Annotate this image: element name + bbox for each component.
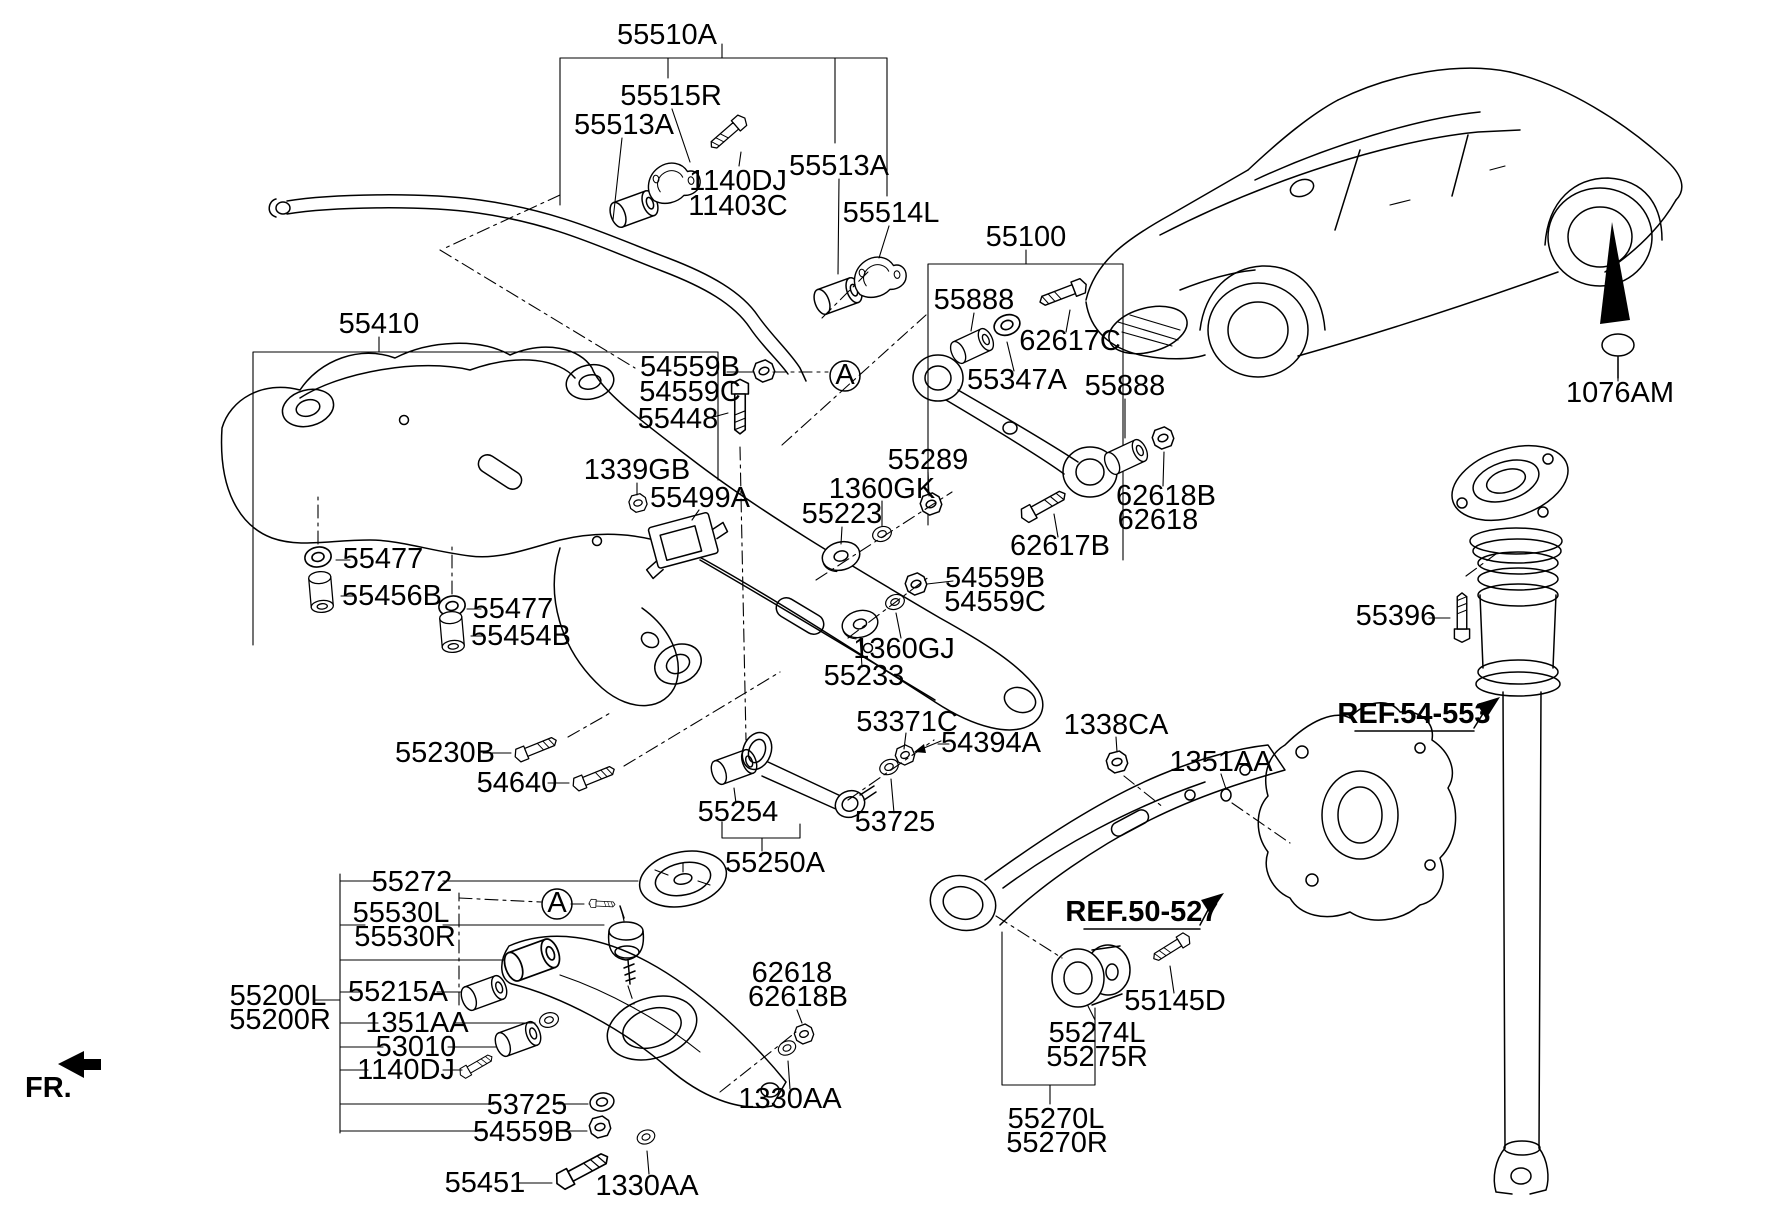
part-label-55514l-6: 55514L xyxy=(842,197,940,229)
part-label-55272-50: 55272 xyxy=(371,866,453,898)
part-label-1351aa-56: 1351AA xyxy=(365,1007,469,1039)
part-label-55510a-0: 55510A xyxy=(617,19,717,51)
part-label-54559b-24: 54559B xyxy=(945,562,1045,594)
part-label-55396-47: 55396 xyxy=(1355,600,1437,632)
part-label-1339gb-19: 1339GB xyxy=(583,454,691,486)
part-label-ref50527-41: REF.50-527 xyxy=(1065,896,1219,928)
ball-joint-55530 xyxy=(609,906,644,984)
part-label-54640-33: 54640 xyxy=(476,767,558,799)
part-label-55347a-10: 55347A xyxy=(967,364,1067,396)
part-label-55270r-46: 55270R xyxy=(1006,1127,1108,1159)
part-label-62618-13: 62618 xyxy=(1117,504,1199,536)
car-illustration xyxy=(1086,68,1682,378)
part-label-55254-36: 55254 xyxy=(697,796,779,828)
part-label-55230b-32: 55230B xyxy=(395,737,495,769)
part-label-53725-37: 53725 xyxy=(854,806,936,838)
part-label-54394a-35: 54394A xyxy=(941,727,1041,759)
part-label-55410-15: 55410 xyxy=(338,308,420,340)
part-label-1330aa-62: 1330AA xyxy=(595,1170,699,1202)
part-label-55200l-53: 55200L xyxy=(229,980,327,1012)
part-label-54559c-25: 54559C xyxy=(944,586,1046,618)
shock-absorber xyxy=(1355,359,1618,1194)
fr-label: FR. xyxy=(25,1072,72,1104)
part-label-55888-11: 55888 xyxy=(1084,370,1166,402)
part-label-55448-18: 55448 xyxy=(637,403,719,435)
part-label-55515r-1: 55515R xyxy=(620,80,722,112)
part-label-1360gj-26: 1360GJ xyxy=(853,633,955,665)
part-label-55477-30: 55477 xyxy=(472,593,554,625)
part-label-62617b-14: 62617B xyxy=(1010,530,1110,562)
part-label-62617c-9: 62617C xyxy=(1019,325,1121,357)
part-label-62618b-12: 62618B xyxy=(1116,480,1216,512)
part-label-1351aa-40: 1351AA xyxy=(1169,746,1273,778)
part-label-55530l-51: 55530L xyxy=(352,897,450,929)
part-label-55270l-45: 55270L xyxy=(1007,1103,1105,1135)
fr-indicator xyxy=(25,1051,101,1104)
callout-label-a-66: A xyxy=(835,359,855,391)
part-label-1140dj-3: 1140DJ xyxy=(689,165,787,197)
part-label-53371c-34: 53371C xyxy=(856,706,958,738)
part-label-55215a-55: 55215A xyxy=(348,976,448,1008)
part-label-55274l-42: 55274L xyxy=(1048,1017,1146,1049)
part-label-55888-8: 55888 xyxy=(933,284,1015,316)
part-label-55454b-31: 55454B xyxy=(471,620,571,652)
part-label-53010-57: 53010 xyxy=(375,1031,457,1063)
part-label-55499a-20: 55499A xyxy=(650,482,750,514)
part-label-11403c-4: 11403C xyxy=(688,190,788,222)
part-label-1360gk-22: 1360GK xyxy=(828,473,936,505)
part-label-1330aa-63: 1330AA xyxy=(738,1083,842,1115)
part-label-54559c-17: 54559C xyxy=(639,376,741,408)
part-label-ref54553-48: REF.54-553 xyxy=(1337,698,1491,730)
part-label-53725-59: 53725 xyxy=(486,1089,568,1121)
part-label-55456b-29: 55456B xyxy=(342,580,442,612)
part-label-54559b-16: 54559B xyxy=(640,351,740,383)
part-label-1076am-49: 1076AM xyxy=(1565,377,1675,409)
part-label-55250a-38: 55250A xyxy=(725,847,825,879)
part-label-62618b-65: 62618B xyxy=(748,981,848,1013)
part-label-62618-64: 62618 xyxy=(751,957,833,989)
part-label-55289-21: 55289 xyxy=(887,444,969,476)
part-label-54559b-60: 54559B xyxy=(473,1116,573,1148)
part-label-55513a-5: 55513A xyxy=(789,150,889,182)
part-label-55530r-52: 55530R xyxy=(354,921,456,953)
part-label-55451-61: 55451 xyxy=(444,1167,526,1199)
part-label-1338ca-39: 1338CA xyxy=(1063,709,1169,741)
trailing-arm-bushing xyxy=(1052,945,1130,1007)
part-label-1140dj-58: 1140DJ xyxy=(357,1054,455,1086)
part-label-55200r-54: 55200R xyxy=(229,1004,331,1036)
part-label-55233-27: 55233 xyxy=(823,660,905,692)
part-label-55477-28: 55477 xyxy=(342,543,424,575)
part-label-55513a-2: 55513A xyxy=(574,109,674,141)
part-label-55145d-44: 55145D xyxy=(1124,985,1226,1017)
part-label-55100-7: 55100 xyxy=(985,221,1067,253)
callout-label-a-67: A xyxy=(547,887,567,919)
part-label-55275r-43: 55275R xyxy=(1046,1041,1148,1073)
part-label-55223-23: 55223 xyxy=(801,498,883,530)
